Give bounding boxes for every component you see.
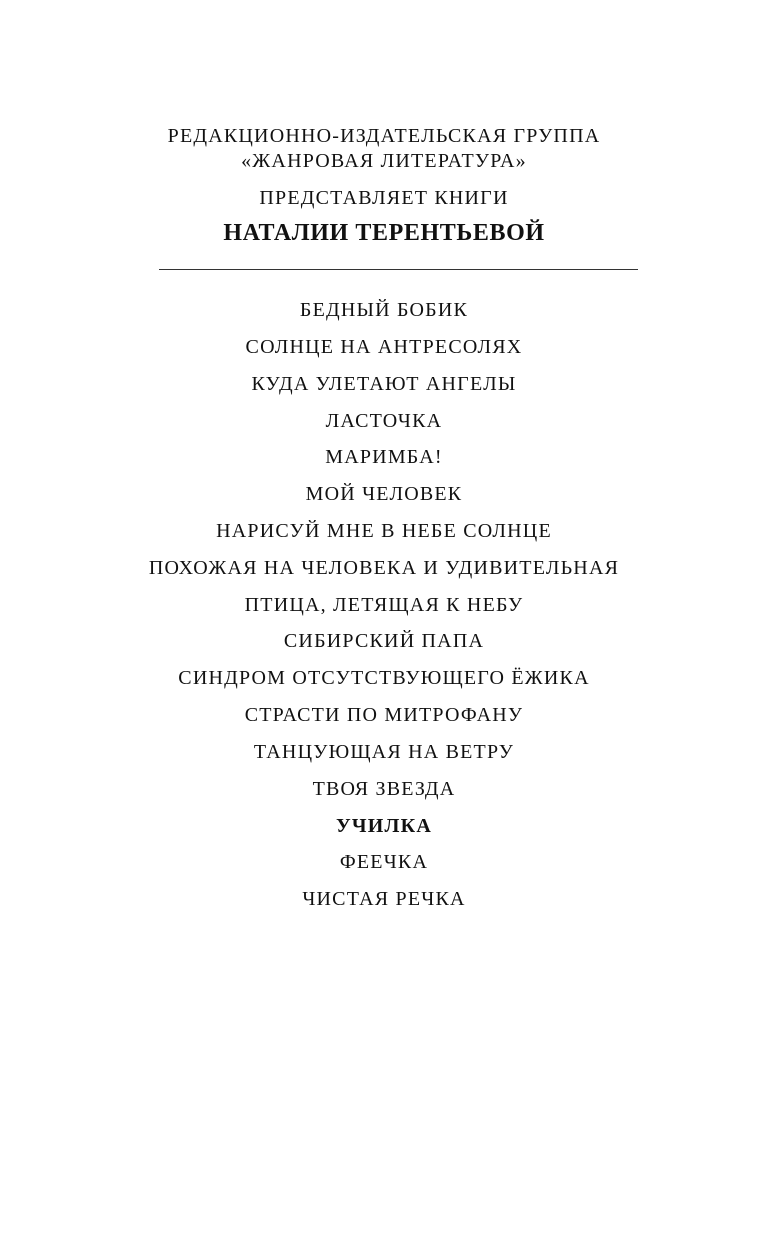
book-title: ЧИСТАЯ РЕЧКА [302, 888, 466, 910]
book-title-highlighted: УЧИЛКА [336, 815, 432, 837]
book-title: СИНДРОМ ОТСУТСТВУЮЩЕГО ЁЖИКА [178, 667, 590, 689]
book-title: ФЕЕЧКА [339, 851, 429, 873]
book-title: МАРИМБА! [325, 446, 443, 468]
publisher-line-1: РЕДАКЦИОННО-ИЗДАТЕЛЬСКАЯ ГРУППА [167, 125, 601, 147]
book-title: МОЙ ЧЕЛОВЕК [305, 483, 463, 505]
divider-rule [159, 269, 638, 270]
book-title: КУДА УЛЕТАЮТ АНГЕЛЫ [251, 373, 517, 395]
book-title: НАРИСУЙ МНЕ В НЕБЕ СОЛНЦЕ [216, 520, 552, 542]
book-title: ЛАСТОЧКА [325, 410, 443, 432]
publisher-line-2: «ЖАНРОВАЯ ЛИТЕРАТУРА» [241, 150, 527, 172]
book-title: ПТИЦА, ЛЕТЯЩАЯ К НЕБУ [244, 594, 524, 616]
book-title: ТВОЯ ЗВЕЗДА [312, 778, 456, 800]
presents-line: ПРЕДСТАВЛЯЕТ КНИГИ [259, 187, 509, 209]
book-title: СИБИРСКИЙ ПАПА [283, 630, 485, 652]
book-title: ПОХОЖАЯ НА ЧЕЛОВЕКА И УДИВИТЕЛЬНАЯ [148, 557, 620, 579]
author-name: НАТАЛИИ ТЕРЕНТЬЕВОЙ [223, 220, 545, 246]
book-title: СОЛНЦЕ НА АНТРЕСОЛЯХ [245, 336, 523, 358]
book-title: СТРАСТИ ПО МИТРОФАНУ [244, 704, 524, 726]
book-title: БЕДНЫЙ БОБИК [299, 299, 469, 321]
book-title: ТАНЦУЮЩАЯ НА ВЕТРУ [253, 741, 515, 763]
